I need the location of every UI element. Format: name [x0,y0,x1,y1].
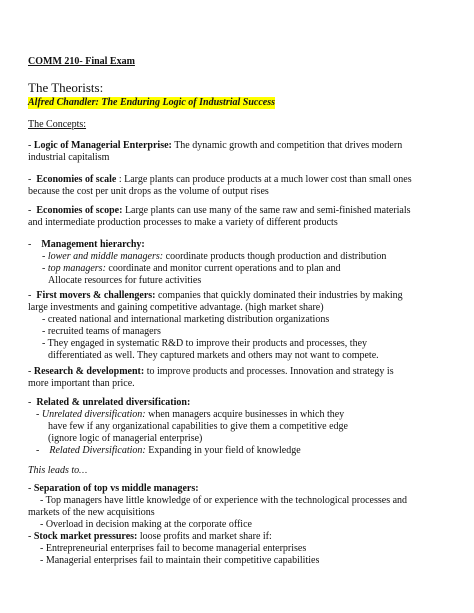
sub-term: Related Diversification: [49,445,146,456]
first-movers-cont: large investments and gaining competitive advantage. (high market share) [28,302,324,313]
concept-text: loose profits and market share if: [139,531,272,542]
concept-text: The dynamic growth and competition that drives modern [174,140,403,151]
concept-scale: - Economies of scale : Large plants can produce products at a much lower cost than small ones [28,174,412,185]
concept-rd-cont: more important than price. [28,378,135,389]
concept-logic: - Logic of Managerial Enterprise: The dynamic growth and competition that drives modern [28,140,403,151]
concept-term: Logic of Managerial Enterprise: [33,140,172,151]
separation-sub-1-cont: markets of the new acquisitions [28,507,155,518]
separation-sub-1: - Top managers have little knowledge of or experience with the technological processes and [40,495,408,506]
concept-text: : Large plants can produce products at a much lower cost than small ones [118,174,412,185]
concept-term: Economies of scale [36,174,117,185]
hierarchy-sub-2: - top managers: coordinate and monitor current operations and to plan and [42,263,341,274]
diversification-sub-2: - Related Diversification: Expanding in your field of knowledge [36,445,301,456]
hierarchy-sub-2-cont: Allocate resources for future activities [48,275,202,286]
first-movers-sub-2: - recruited teams of managers [42,326,161,337]
hierarchy-sub-1: - lower and middle managers: coordinate products though production and distribution [42,251,387,262]
sub-term: Unrelated diversification: [41,409,146,420]
diversification-sub-1-cont: have few if any organizational capabilities to give them a competitive edge [48,421,348,432]
concept-term: Management hierarchy: [41,239,145,250]
concept-rd: - Research & development: to improve products and processes. Innovation and strategy is [28,366,394,377]
stock-market-sub-2: - Managerial enterprises fail to maintain their competitive capabilities [40,555,320,566]
concept-scale-cont: because the cost per unit drops as the volume of output rises [28,186,269,197]
concept-logic-cont: industrial capitalism [28,152,110,163]
concept-term: Research & development: [33,366,145,377]
concept-stock-market: - Stock market pressures: loose profits and market share if: [28,531,272,542]
sub-term: top managers: [47,263,106,274]
stock-market-sub-1: - Entrepreneurial enterprises fail to become managerial enterprises [40,543,307,554]
concept-scope-cont: and intermediate production processes to make a variety of different products [28,217,338,228]
concept-scope: - Economies of scope: Large plants can use many of the same raw and semi-finished materials [28,205,411,216]
concepts-label: The Concepts: [28,119,87,130]
sub-term: lower and middle managers: [47,251,164,262]
concept-text: companies that quickly dominated their industries by making [157,290,403,301]
first-movers-sub-1: - created national and international marketing distribution organizations [42,314,330,325]
concept-text: Large plants can use many of the same raw and semi-finished materials [124,205,411,216]
transition-text: This leads to… [28,465,88,476]
diversification-sub-1: - Unrelated diversification: when managers acquire businesses in which they [36,409,345,420]
exam-title: COMM 210- Final Exam [28,56,135,67]
separation-sub-2: - Overload in decision making at the corporate office [40,519,252,530]
concept-term: Separation of top vs middle managers: [33,483,199,494]
theorist-heading: Alfred Chandler: The Enduring Logic of Industrial Success [28,97,275,108]
concept-text: to improve products and processes. Innovation and strategy is [146,366,394,377]
concept-hierarchy: - Management hierarchy: [28,239,145,250]
concept-term: Stock market pressures: [33,531,138,542]
concept-first-movers: - First movers & challengers: companies that quickly dominated their industries by making [28,290,403,301]
diversification-sub-1-cont2: (ignore logic of managerial enterprise) [48,433,203,444]
concept-term: Economies of scope: [36,205,123,216]
section-heading: The Theorists: [28,80,104,95]
concept-term: First movers & challengers: [36,290,156,301]
concept-separation: - Separation of top vs middle managers: [28,483,199,494]
first-movers-sub-3: - They engaged in systematic R&D to improve their products and processes, they [42,338,368,349]
concept-diversification: - Related & unrelated diversification: [28,397,191,408]
concept-term: Related & unrelated diversification: [36,397,191,408]
first-movers-sub-3-cont: differentiated as well. They captured markets and others may not want to compete. [48,350,379,361]
